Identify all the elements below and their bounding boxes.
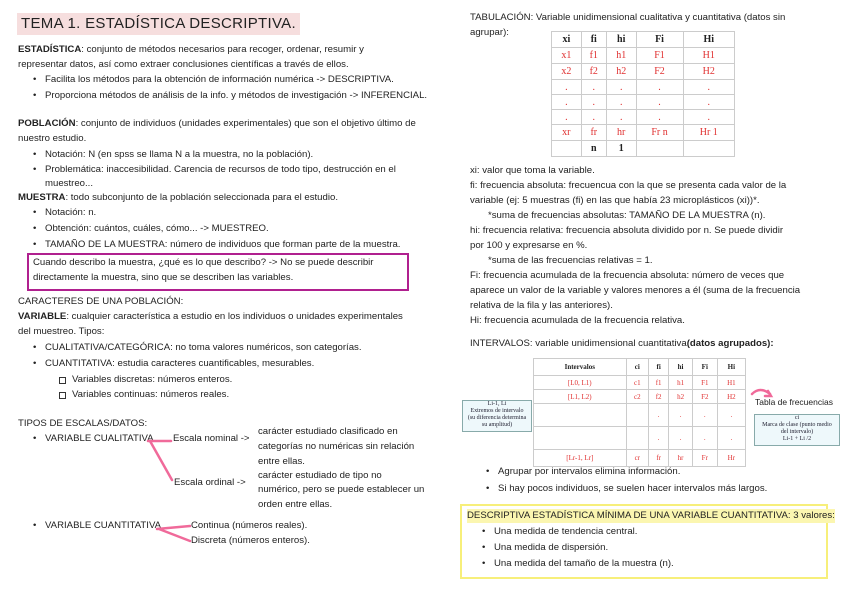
list-item: • Proporciona métodos de análisis de la info. y métodos de investigación -> INFERENCIAL.: [45, 89, 427, 103]
frequency-table: [551, 31, 735, 157]
list-item: • Facilita los métodos para la obtención de información numérica -> DESCRIPTIVA.: [45, 73, 394, 87]
cell: Fr: [692, 450, 717, 467]
cell: .: [581, 95, 606, 110]
definition-line: xi: valor que toma la variable.: [470, 165, 595, 176]
cell: [L0, L1): [534, 376, 627, 390]
tabla-frecuencias-label: Tabla de frecuencias: [755, 397, 833, 407]
interval-table: [533, 358, 746, 467]
continua-label: Continua (números reales).: [191, 520, 308, 531]
list-item: • CUALITATIVA/CATEGÓRICA: no toma valores numéricos, son categorías.: [45, 341, 362, 355]
cell: [L1, L2): [534, 390, 627, 404]
header-cell: Hi: [683, 32, 734, 48]
cell: [626, 404, 648, 427]
callout-extremos: [462, 400, 532, 432]
definition-line: fi: frecuencia absoluta: frecuencua con la que se presenta cada valor de la: [470, 180, 787, 191]
table-row: [552, 64, 735, 80]
list-item-cont: muestreo...: [45, 178, 93, 189]
cell: .: [636, 110, 683, 125]
cell: 1: [606, 141, 636, 157]
cell: f2: [581, 64, 606, 80]
table-row-totals: [552, 141, 735, 157]
box-text: Cuando describo la muestra, ¿qué es lo que describo? -> No se puede describir: [33, 257, 374, 268]
list-item: • Una medida de dispersión.: [494, 541, 608, 555]
header-cell: Fi: [636, 32, 683, 48]
bold-text: (datos agrupados):: [686, 338, 774, 349]
table-row: [534, 390, 746, 404]
cell: .: [683, 80, 734, 95]
cell: hr: [606, 125, 636, 141]
cell: h2: [669, 390, 693, 404]
definition-line: relativa de la fila y las anteriores).: [470, 300, 613, 311]
table-row: [534, 404, 746, 427]
header-cell: hi: [669, 359, 693, 376]
cell: .: [683, 95, 734, 110]
variable-line: del muestreo. Tipos:: [18, 326, 105, 337]
cell: [Lr-1, Lr]: [534, 450, 627, 467]
cell: H1: [717, 376, 745, 390]
cell: n: [581, 141, 606, 157]
summary-heading: DESCRIPTIVA ESTADÍSTICA MÍNIMA DE UNA VARIABLE CUANTITATIVA: 3 valores:: [467, 510, 835, 521]
callout-line: del intervalo): [780, 429, 814, 435]
definition-line: variable (ej: 5 muestras (fi) en las que había 23 microplásticos (xi))*.: [470, 195, 760, 206]
cell: .: [552, 80, 582, 95]
callout-line: Li-1, Li: [487, 401, 507, 407]
cell: [626, 427, 648, 450]
header-cell: ci: [626, 359, 648, 376]
cell: .: [717, 404, 745, 427]
cell: .: [669, 404, 693, 427]
poblacion-line: nuestro estudio.: [18, 133, 87, 144]
cell: h1: [669, 376, 693, 390]
tabulacion-heading-cont: agrupar):: [470, 27, 509, 38]
ordinal-desc: orden entre ellas.: [258, 499, 333, 510]
cell: fr: [649, 450, 669, 467]
table-row: [552, 48, 735, 64]
page-title: TEMA 1. ESTADÍSTICA DESCRIPTIVA.: [17, 13, 300, 35]
nominal-desc: entre ellas.: [258, 456, 305, 467]
list-item: • Problemática: inaccesibilidad. Carencia de recursos de todo tipo, destrucción en el: [45, 163, 396, 177]
ordinal-desc: carácter estudiado de tipo no: [258, 470, 382, 481]
section-heading: CARACTERES DE UNA POBLACIÓN:: [18, 296, 184, 307]
cell: H1: [683, 48, 734, 64]
cell: fr: [581, 125, 606, 141]
cell: .: [552, 95, 582, 110]
cell: H2: [683, 64, 734, 80]
list-item: • Notación: N (en spss se llama N a la muestra, no la población).: [45, 148, 313, 162]
callout-marca-clase: [754, 414, 840, 446]
cell: F1: [636, 48, 683, 64]
cell: h1: [606, 48, 636, 64]
text: : todo subconjunto de la población seleccionada para el estudio.: [65, 192, 338, 203]
cell: .: [636, 80, 683, 95]
text: : cualquier característica a estudio en los individuos o unidades experimentales: [66, 311, 403, 322]
callout-line: Marca de clase (punto medio: [762, 422, 832, 428]
header-cell: hi: [606, 32, 636, 48]
table-row: [534, 427, 746, 450]
cell: Fr n: [636, 125, 683, 141]
header-cell: xi: [552, 32, 582, 48]
header-cell: fi: [649, 359, 669, 376]
cell: .: [606, 95, 636, 110]
cell: [534, 427, 627, 450]
definition-line: aparece un valor de la variable y valores menores a él (suma de la frecuencia: [470, 285, 801, 296]
cell: .: [581, 80, 606, 95]
cell: x1: [552, 48, 582, 64]
nominal-label: Escala nominal ->: [173, 433, 250, 444]
callout-line: su amplitud): [481, 422, 513, 428]
cell: c1: [626, 376, 648, 390]
list-item: • Notación: n.: [45, 206, 96, 220]
list-item: • VARIABLE CUANTITATIVA: [45, 519, 161, 533]
cell: x2: [552, 64, 582, 80]
term: VARIABLE: [18, 311, 67, 322]
cell: Hr 1: [683, 125, 734, 141]
discreta-label: Discreta (números enteros).: [191, 535, 310, 546]
list-item: • Si hay pocos individuos, se suelen hacer intervalos más largos.: [498, 482, 767, 496]
cell: [683, 141, 734, 157]
header-cell: Hi: [717, 359, 745, 376]
table-row: [534, 450, 746, 467]
callout-line: Li-1 + Li /2: [782, 436, 812, 442]
table-row: [552, 110, 735, 125]
cell: F1: [692, 376, 717, 390]
callout-line: Extremos de intervalo: [470, 408, 524, 414]
definition-line: *suma de las frecuencias relativas = 1.: [488, 255, 653, 266]
term: ESTADÍSTICA: [18, 44, 82, 55]
cell: F2: [636, 64, 683, 80]
cell: [636, 141, 683, 157]
callout-line: (su diferencia determina: [467, 415, 527, 421]
cell: .: [669, 427, 693, 450]
callout-line: ci: [794, 415, 800, 421]
list-item: • TAMAÑO DE LA MUESTRA: número de individuos que forman parte de la muestra.: [45, 238, 400, 252]
cell: .: [606, 80, 636, 95]
table-row: [552, 125, 735, 141]
definition-line: hi: frecuencia relativa: frecuencia absoluta dividido por n. Se puede dividir: [470, 225, 784, 236]
nominal-desc: carácter estudiado clasificado en: [258, 426, 398, 437]
cell: h2: [606, 64, 636, 80]
definition-line: *suma de frecuencias absolutas: TAMAÑO DE LA MUESTRA (n).: [488, 210, 766, 221]
ordinal-desc: numérico, pero se puede establecer un: [258, 484, 425, 495]
cell: [534, 404, 627, 427]
list-item: • VARIABLE CUALITATIVA: [45, 432, 154, 446]
definition-line: Fi: frecuencia acumulada de la frecuencia absoluta: número de veces que: [470, 270, 785, 281]
cell: .: [692, 404, 717, 427]
sub-list-item: Variables discretas: números enteros.: [72, 374, 233, 385]
sub-list-item: Variables continuas: números reales.: [72, 389, 230, 400]
definition-line: por 100 y expresarse en %.: [470, 240, 588, 251]
text: : conjunto de métodos necesarios para recoger, ordenar, resumir y: [81, 44, 364, 55]
table-row: [552, 95, 735, 110]
box-text: directamente la muestra, sino que se describen las variables.: [33, 272, 294, 283]
cell: F2: [692, 390, 717, 404]
intervalos-heading: [470, 337, 774, 351]
ordinal-label: Escala ordinal ->: [174, 477, 246, 488]
list-item: • Obtención: cuántos, cuáles, cómo... -> MUESTREO.: [45, 222, 269, 236]
cell: .: [606, 110, 636, 125]
cell: f2: [649, 390, 669, 404]
cell: hr: [669, 450, 693, 467]
header-cell: Intervalos: [534, 359, 627, 376]
cell: f1: [649, 376, 669, 390]
cell: .: [683, 110, 734, 125]
list-item: • Agrupar por intervalos elimina información.: [498, 465, 680, 479]
list-item: • Una medida de tendencia central.: [494, 525, 637, 539]
cell: .: [581, 110, 606, 125]
cell: .: [649, 404, 669, 427]
cell: Hr: [717, 450, 745, 467]
cell: c2: [626, 390, 648, 404]
cell: .: [692, 427, 717, 450]
list-item: • CUANTITATIVA: estudia caracteres cuantificables, mesurables.: [45, 357, 314, 371]
table-row: [552, 80, 735, 95]
table-header: [552, 32, 735, 48]
cell: .: [717, 427, 745, 450]
term: MUESTRA: [18, 192, 66, 203]
text: INTERVALOS: variable unidimensional cuantitativa: [470, 338, 687, 349]
cell: .: [649, 427, 669, 450]
text: : conjunto de individuos (unidades experimentales) que son el objetivo último de: [75, 118, 416, 129]
cell: .: [552, 110, 582, 125]
section-heading: TIPOS DE ESCALAS/DATOS:: [18, 418, 148, 429]
tabulacion-heading: TABULACIÓN: Variable unidimensional cualitativa y cuantitativa (datos sin: [470, 12, 786, 23]
table-header: [534, 359, 746, 376]
list-item: • Una medida del tamaño de la muestra (n).: [494, 557, 674, 571]
cell: [552, 141, 582, 157]
table-row: [534, 376, 746, 390]
cell: .: [636, 95, 683, 110]
term: POBLACIÓN: [18, 118, 76, 129]
nominal-desc: categorías no numéricas sin relación: [258, 441, 415, 452]
cell: f1: [581, 48, 606, 64]
cell: xr: [552, 125, 582, 141]
cell: H2: [717, 390, 745, 404]
definition-line: Hi: frecuencia acumulada de la frecuencia relativa.: [470, 315, 685, 326]
header-cell: fi: [581, 32, 606, 48]
cell: cr: [626, 450, 648, 467]
header-cell: Fi: [692, 359, 717, 376]
estadistica-line: representar datos, así como extraer conclusiones científicas a través de ellos.: [18, 59, 349, 70]
